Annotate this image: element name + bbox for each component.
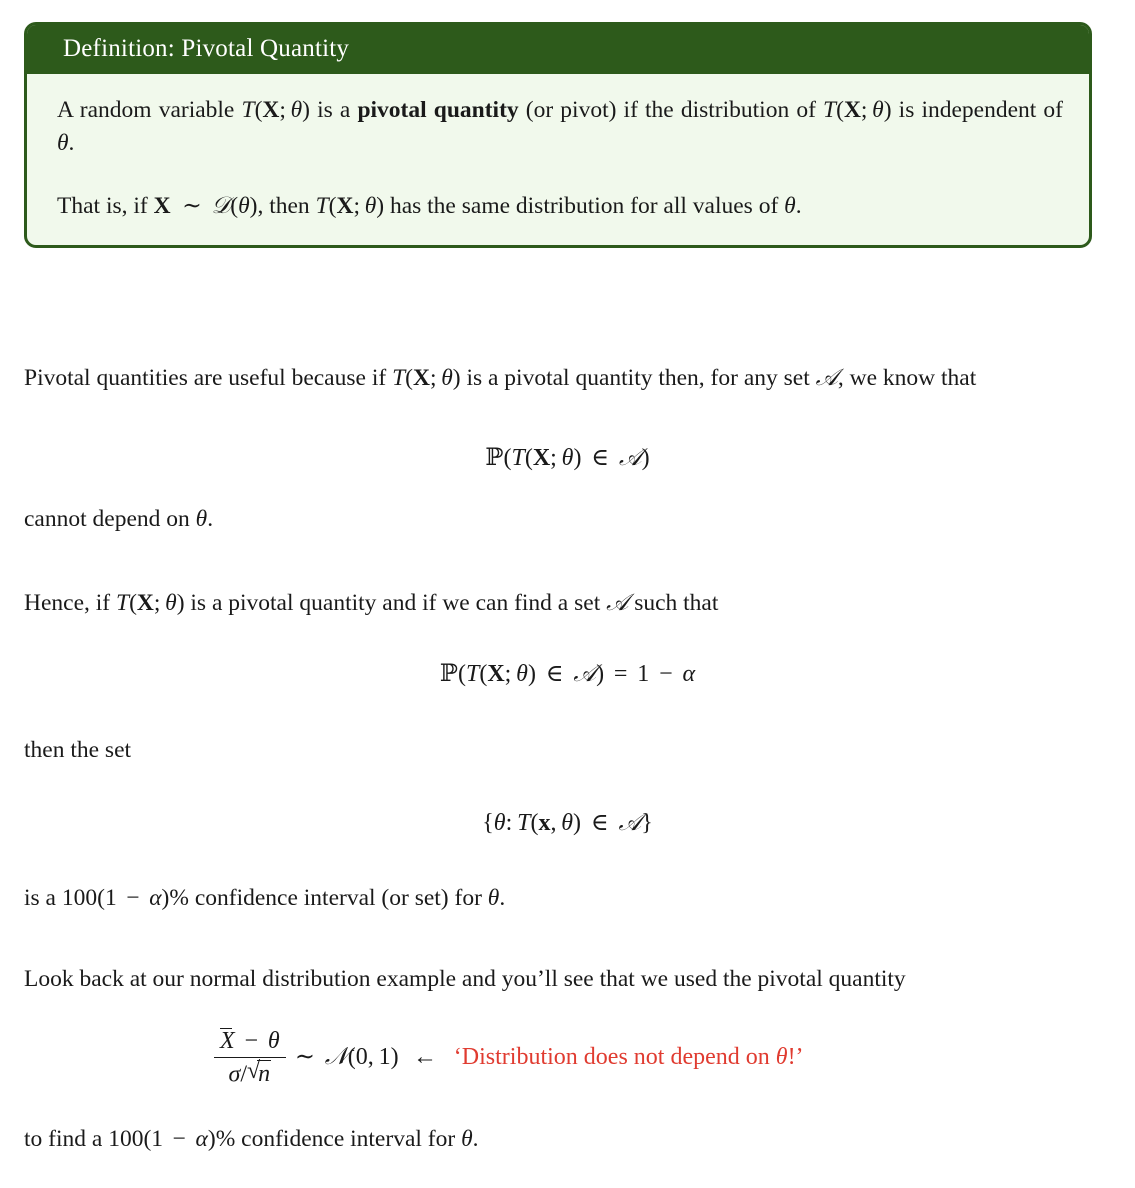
par5-seg2: confidence interval (or set) for bbox=[188, 885, 488, 911]
par5-seg1: is a bbox=[24, 885, 62, 911]
eq4-denominator: σ/ √ n bbox=[214, 1058, 286, 1088]
eq4-annotation: ‘Distribution does not depend on θ!’ bbox=[453, 1044, 804, 1071]
definition-box-title: Definition: Pivotal Quantity bbox=[27, 25, 1089, 74]
def-p1-bold-term: pivotal quantity bbox=[357, 97, 519, 123]
def-p1-seg3: (or pivot) if the distribution of bbox=[518, 97, 824, 123]
body-paragraph-4: then the set bbox=[24, 737, 132, 763]
def-p2-seg1: That is, if bbox=[57, 192, 154, 219]
def-p2-seg3: has the same distribution for all values of bbox=[384, 192, 785, 219]
par2-math1: θ bbox=[195, 506, 208, 532]
par3-math1: T(X; θ) bbox=[116, 590, 185, 616]
definition-box-body bbox=[27, 74, 1089, 245]
par1-seg2: is a pivotal quantity then, for any set bbox=[460, 365, 816, 391]
eq4-normal-symbol: 𝒩 bbox=[324, 1042, 348, 1071]
body-paragraph-2 bbox=[24, 502, 724, 536]
par5-seg3: . bbox=[499, 885, 506, 911]
def-p2-math2: T(X; θ) bbox=[315, 192, 385, 219]
par3-seg1: Hence, if bbox=[24, 590, 116, 616]
body-paragraph-1 bbox=[24, 360, 1102, 395]
par7-seg3: . bbox=[472, 1126, 479, 1152]
par7-math2: θ bbox=[461, 1126, 473, 1152]
par1-seg3: , we know that bbox=[837, 365, 977, 391]
par2-seg2: . bbox=[207, 506, 214, 532]
par1-math1: T(X; θ) bbox=[392, 365, 461, 391]
def-p1-seg1: A random variable bbox=[57, 97, 242, 123]
eq4-arrow-icon: ← bbox=[413, 1044, 437, 1071]
par7-math1: 100(1 − α)% bbox=[108, 1126, 236, 1152]
def-p2-seg4: . bbox=[795, 192, 802, 219]
def-p2-seg2: , then bbox=[257, 192, 316, 219]
body-paragraph-3 bbox=[24, 585, 1102, 620]
def-p1-math1: T(X; θ) bbox=[241, 97, 310, 123]
def-p1-math2: T(X; θ) bbox=[823, 97, 892, 123]
par1-math2: 𝒜 bbox=[815, 363, 838, 391]
par3-seg3: such that bbox=[628, 590, 719, 616]
eq3-content: {θ: T(x, θ) ∈ 𝒜} bbox=[482, 808, 653, 836]
def-p1-seg5: . bbox=[68, 130, 75, 157]
display-equation-1 bbox=[0, 443, 1135, 472]
par2-seg1: cannot depend on bbox=[24, 506, 196, 532]
def-p1-math3: θ bbox=[57, 130, 69, 157]
definition-paragraph-2 bbox=[57, 189, 1063, 223]
definition-paragraph-1 bbox=[57, 94, 1063, 161]
eq4-content: $\frac{X - \theta}{\sigma/ √ n}$ ∼ 𝒩(0, 1) ← ‘Distribution does not depend on θ!’ bbox=[212, 1044, 804, 1070]
def-p2-math3: θ bbox=[784, 192, 796, 219]
eq2-content: ℙ(T(X; θ) ∈ 𝒜) = 1 − α bbox=[439, 659, 696, 687]
def-p1-seg4: is independent of bbox=[891, 97, 1063, 123]
body-paragraph-5 bbox=[24, 881, 924, 915]
display-equation-2 bbox=[0, 659, 1135, 688]
par1-seg1: Pivotal quantities are useful because if bbox=[24, 365, 393, 391]
def-p1-seg2: is a bbox=[310, 97, 358, 123]
eq4-fraction bbox=[214, 1027, 286, 1088]
par7-seg1: to find a bbox=[24, 1126, 109, 1152]
par3-seg2: is a pivotal quantity and if we can find a set bbox=[184, 590, 607, 616]
body-paragraph-6: Look back at our normal distribution example and you’ll see that we used the pivotal quantity bbox=[24, 966, 906, 992]
eq1-content: ℙ(T(X; θ) ∈ 𝒜) bbox=[485, 443, 650, 471]
display-equation-3 bbox=[0, 808, 1135, 837]
par3-math2: 𝒜 bbox=[606, 588, 629, 616]
display-equation-4 bbox=[0, 1028, 1135, 1089]
par7-seg2: confidence interval for bbox=[235, 1126, 462, 1152]
definition-box bbox=[24, 22, 1092, 248]
body-paragraph-7 bbox=[24, 1122, 924, 1156]
par5-math2: θ bbox=[487, 885, 500, 911]
def-p2-math1: X ∼ 𝒟(θ) bbox=[153, 190, 258, 219]
eq4-numerator: X − θ bbox=[214, 1027, 286, 1058]
par5-math1: 100(1 − α)% bbox=[61, 885, 189, 911]
